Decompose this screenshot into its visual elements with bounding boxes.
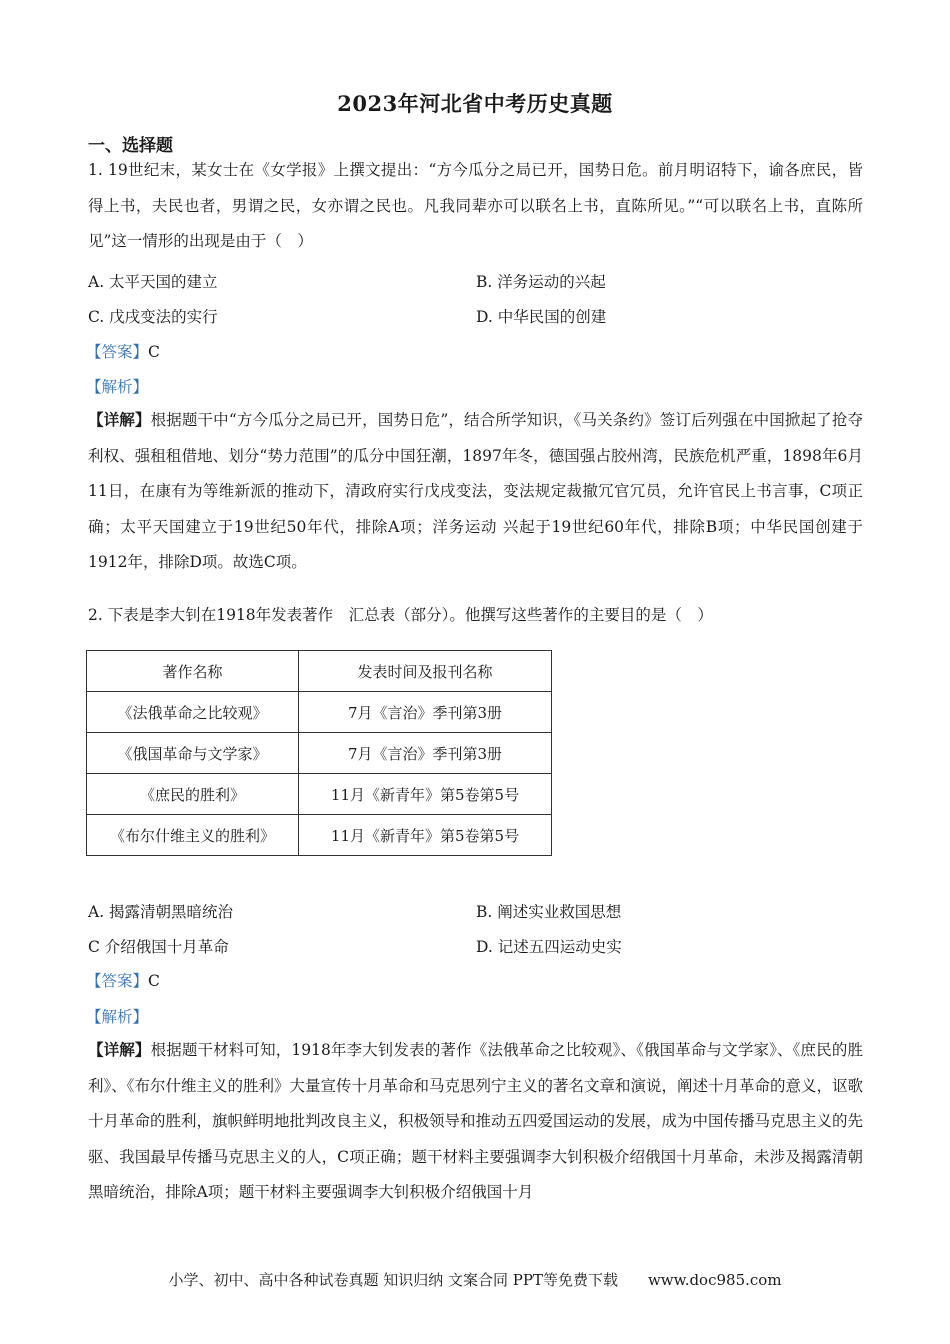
table-cell: 《俄国革命与文学家》 (87, 733, 299, 774)
table-row (87, 692, 552, 733)
page-title: 2023年河北省中考历史真题 (337, 91, 613, 116)
table-cell: 《庶民的胜利》 (87, 774, 299, 815)
table-cell: 11月《新青年》第5卷第5号 (299, 774, 552, 815)
q1-stem: 1. 19世纪末，某女士在《女学报》上撰文提出：“方今瓜分之局已开，国势日危。前月明诏特下，谕各庶民，皆得上书，夫民也者，男谓之民，女亦谓之民也。凡我同辈亦可以联名上书，直陈所见。”“可以联名上书，直陈所见”这一情形的出现是由于（ ） (88, 161, 863, 250)
table-cell: 《法俄革命之比较观》 (87, 692, 299, 733)
q1-option-d: D. 中华民国的创建 (476, 308, 607, 326)
section-heading: 一、选择题 (88, 136, 173, 156)
q2-stem: 2. 下表是李大钊在1918年发表著作 汇总表（部分）。他撰写这些著作的主要目的是（ ） (88, 606, 713, 624)
q1-detail (88, 402, 863, 581)
table-row (87, 774, 552, 815)
q2-detail-label: 【详解】 (88, 1040, 151, 1059)
q1-answer-value: C (148, 343, 160, 361)
table-header-row (87, 651, 552, 692)
q1-answer-label: 【答案】 (86, 343, 149, 361)
table-cell: 《布尔什维主义的胜利》 (87, 815, 299, 856)
q2-option-d: D. 记述五四运动史实 (476, 938, 622, 956)
q1-option-b: B. 洋务运动的兴起 (476, 273, 606, 291)
q1-detail-text: 根据题干中“方今瓜分之局已开，国势日危”，结合所学知识，《马关条约》签订后列强在中国掀起了抢夺利权、强租租借地、划分“势力范围”的瓜分中国狂潮，1897年冬，德国强占胶州湾，民族危机严重，1898年6月11日，在康有为等维新派的推动下，清政府实行戊戌变法，变法规定裁撤冗官冗员，允许官民上书言事，C项正确；太平天国建立于19世纪50年代，排除A项；洋务运动 兴起于19世纪60年代，排除B项；中华民国创建于1912年，排除D项。故选C项。 (88, 411, 863, 571)
q2-detail (88, 1032, 863, 1211)
q1-answer (86, 340, 160, 362)
q2-answer (86, 969, 160, 991)
q2-option-b: B. 阐述实业救国思想 (476, 903, 622, 921)
q2-option-a: A. 揭露清朝黑暗统治 (88, 903, 234, 921)
table-row (87, 815, 552, 856)
q2-answer-value: C (148, 972, 160, 990)
q2-option-c: C 介绍俄国十月革命 (88, 938, 229, 956)
table-cell: 7月《言治》季刊第3册 (299, 733, 552, 774)
page-footer: 小学、初中、高中各种试卷真题 知识归纳 文案合同 PPT等免费下载 www.doc985.com (168, 1271, 782, 1289)
table-cell: 11月《新青年》第5卷第5号 (299, 815, 552, 856)
works-table (86, 650, 552, 856)
table-header-cell: 著作名称 (87, 651, 299, 692)
q1-analysis-label: 【解析】 (86, 378, 149, 396)
table-row (87, 733, 552, 774)
q2-answer-label: 【答案】 (86, 972, 149, 990)
table-cell: 7月《言治》季刊第3册 (299, 692, 552, 733)
q2-detail-text: 根据题干材料可知，1918年李大钊发表的著作《法俄革命之比较观》、《俄国革命与文学家》、《庶民的胜利》、《布尔什维主义的胜利》大量宣传十月革命和马克思列宁主义的著名文章和演说，阐述十月革命的意义，讴歌十月革命的胜利，旗帜鲜明地批判改良主义，积极领导和推动五四爱国运动的发展，成为中国传播马克思主义的先驱、我国最早传播马克思主义的人，C项正确；题干材料主要强调李大钊积极介绍俄国十月革命，未涉及揭露清朝黑暗统治，排除A项；题干材料主要强调李大钊积极介绍俄国十月 (88, 1041, 864, 1201)
q2-analysis-label: 【解析】 (86, 1008, 149, 1026)
q1-detail-label: 【详解】 (88, 410, 151, 429)
q1-option-c: C. 戊戌变法的实行 (88, 308, 218, 326)
table-header-cell: 发表时间及报刊名称 (299, 651, 552, 692)
q1-option-a: A. 太平天国的建立 (88, 273, 218, 291)
